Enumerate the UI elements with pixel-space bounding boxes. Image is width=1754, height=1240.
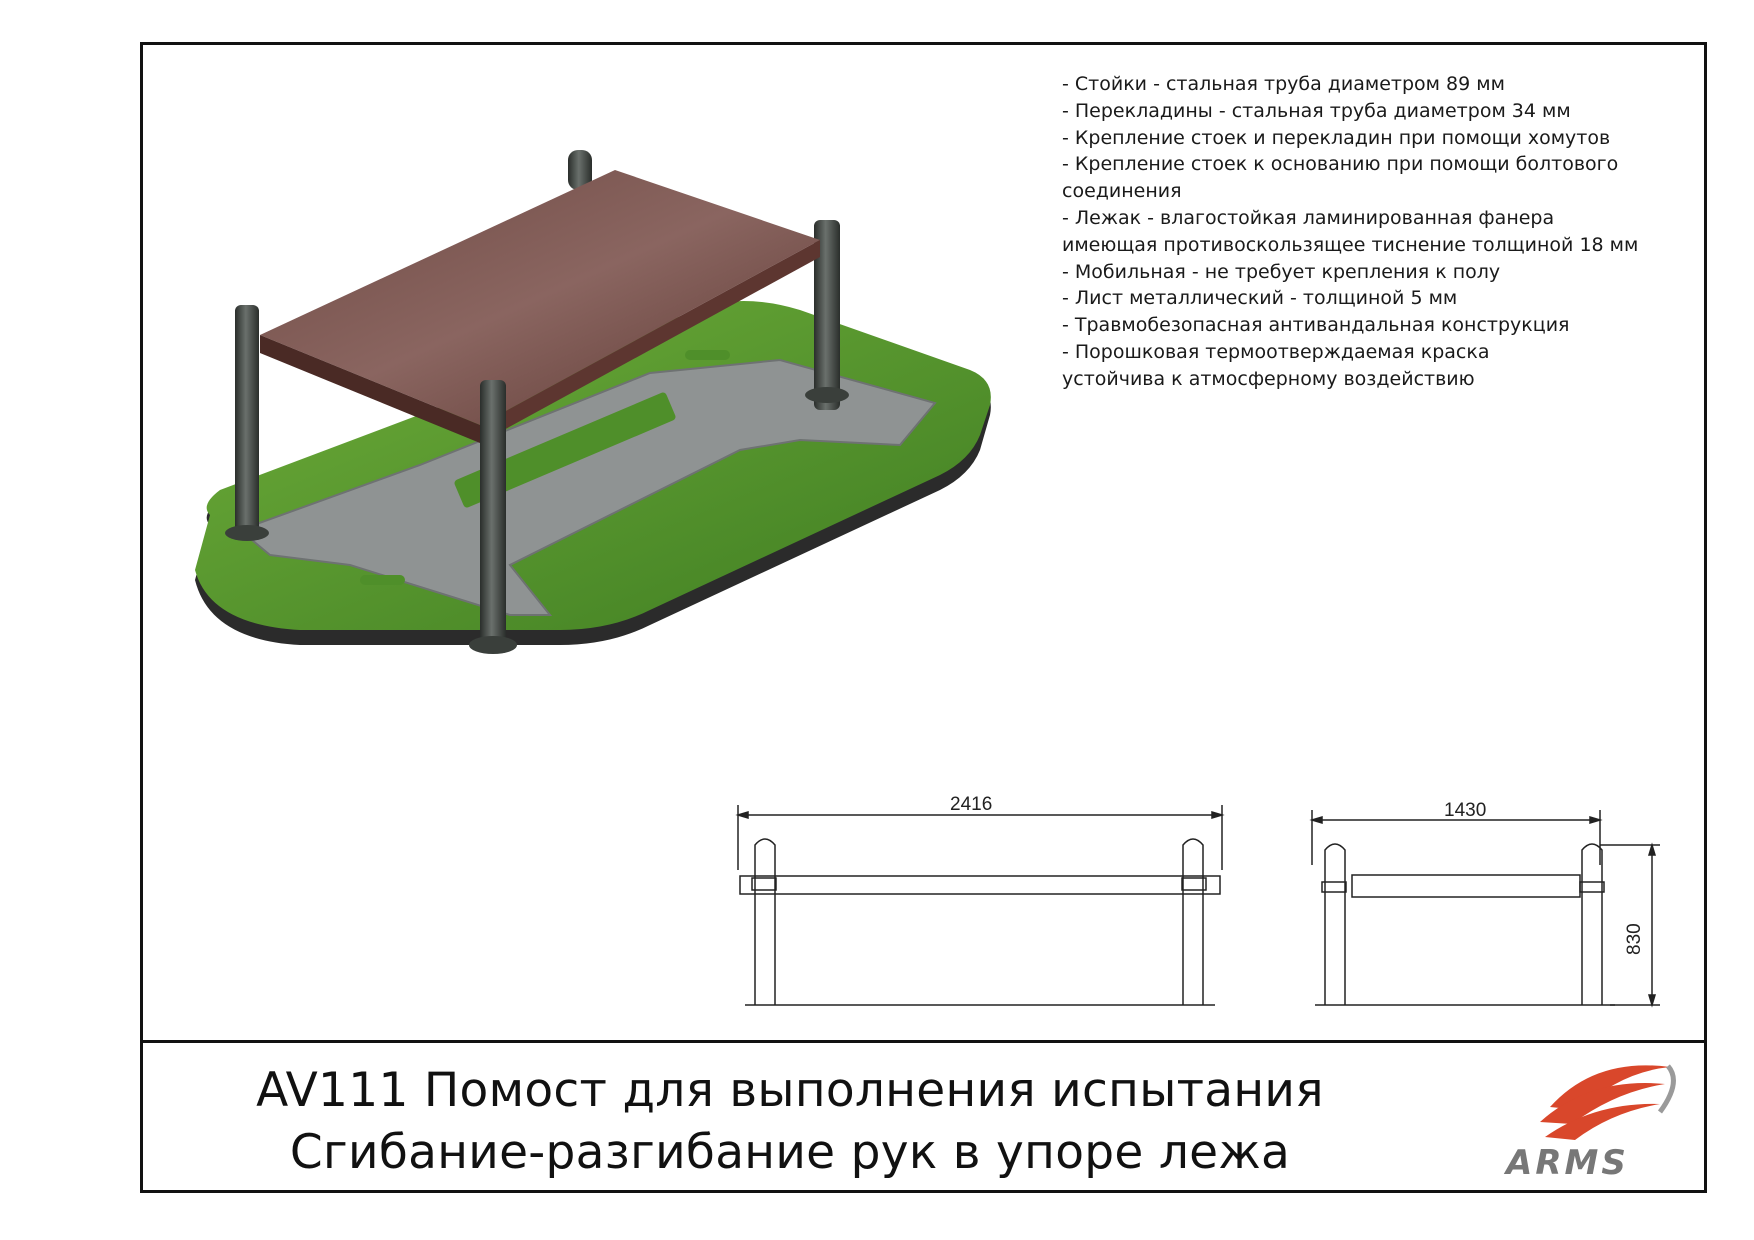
side-post bbox=[1183, 839, 1203, 1005]
product-subtitle: Сгибание-разгибание рук в упоре лежа bbox=[289, 1125, 1291, 1180]
height-dimension: 830 bbox=[1624, 923, 1645, 955]
side-view-drawing bbox=[730, 790, 1230, 1020]
spec-line: - Лежак - влагостойкая ламинированная фанера bbox=[1062, 206, 1555, 229]
end-post bbox=[1325, 844, 1345, 1005]
spec-line: - Травмобезопасная антивандальная конструкция bbox=[1062, 314, 1570, 337]
spec-line: - Крепление стоек и перекладин при помощи хомутов bbox=[1062, 126, 1611, 149]
specification-list bbox=[1062, 71, 1702, 393]
product-render bbox=[180, 145, 1010, 705]
arms-logo bbox=[1500, 1052, 1680, 1182]
spec-line: - Перекладины - стальная труба диаметром 34 мм bbox=[1062, 99, 1571, 122]
end-post bbox=[1582, 844, 1602, 1005]
spec-line: соединения bbox=[1062, 180, 1182, 203]
clamp bbox=[1580, 882, 1604, 892]
length-dimension: 2416 bbox=[950, 794, 993, 815]
post-base-plate bbox=[805, 387, 849, 403]
side-rail bbox=[740, 876, 1220, 894]
spec-line: - Лист металлический - толщиной 5 мм bbox=[1062, 287, 1458, 310]
plate-handle bbox=[685, 350, 730, 360]
board-section bbox=[1352, 875, 1580, 897]
title-block bbox=[140, 1040, 1707, 1193]
spec-line: - Мобильная - не требует крепления к полу bbox=[1062, 260, 1501, 283]
width-dimension: 1430 bbox=[1444, 800, 1487, 821]
end-view-drawing bbox=[1300, 790, 1660, 1020]
spec-line: имеющая противоскользящее тиснение толщиной 18 мм bbox=[1062, 233, 1639, 256]
spec-line: - Крепление стоек к основанию при помощи болтового bbox=[1062, 153, 1619, 176]
logo-arc bbox=[1660, 1066, 1673, 1112]
spec-line: устойчива к атмосферному воздействию bbox=[1062, 367, 1475, 390]
side-post bbox=[755, 839, 775, 1005]
post-front-left bbox=[235, 305, 259, 535]
post-base-plate bbox=[225, 525, 269, 541]
spec-line: - Стойки - стальная труба диаметром 89 мм bbox=[1062, 73, 1505, 95]
logo-wordmark: ARMS bbox=[1506, 1143, 1629, 1182]
plate-handle bbox=[360, 575, 405, 585]
post-front-right bbox=[480, 380, 506, 650]
post-base-plate bbox=[469, 636, 517, 654]
product-title: AV111 Помост для выполнения испытания bbox=[256, 1063, 1324, 1118]
spec-line: - Порошковая термоотверждаемая краска bbox=[1062, 340, 1490, 363]
